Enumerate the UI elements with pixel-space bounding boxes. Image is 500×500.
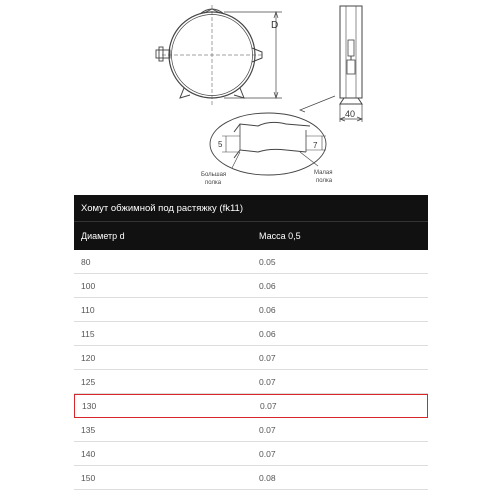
table-row[interactable] — [74, 394, 428, 418]
cell-diameter: 125 — [81, 376, 96, 387]
table-row[interactable] — [74, 250, 428, 274]
table-row[interactable] — [74, 370, 428, 394]
cell-mass: 0.08 — [259, 472, 276, 483]
spec-table — [74, 195, 428, 490]
cell-mass: 0.07 — [259, 376, 276, 387]
table-header — [74, 221, 428, 250]
cell-mass: 0.06 — [259, 280, 276, 291]
table-row[interactable] — [74, 346, 428, 370]
table-row[interactable] — [74, 274, 428, 298]
profile-detail — [210, 113, 326, 175]
label-small-flange-1: Малая — [314, 170, 333, 176]
table-row[interactable] — [74, 442, 428, 466]
cell-mass: 0.07 — [259, 352, 276, 363]
cell-mass: 0.07 — [260, 401, 277, 411]
cell-diameter: 135 — [81, 424, 96, 435]
cell-diameter: 110 — [81, 304, 95, 315]
table-title: Хомут обжимной под растяжку (fk11) — [74, 195, 428, 221]
dim-right-label: 7 — [313, 141, 318, 150]
cell-diameter: 80 — [81, 256, 91, 267]
label-big-flange-1: Большая — [201, 172, 227, 178]
cell-mass: 0.05 — [259, 256, 276, 267]
detail-pointer — [300, 96, 335, 112]
label-big-flange-2: полка — [205, 180, 222, 186]
cell-diameter: 115 — [81, 328, 95, 339]
technical-drawing — [0, 0, 500, 195]
cell-diameter: 120 — [81, 352, 96, 363]
column-header-mass: Масса 0,5 — [259, 231, 301, 241]
clamp-front-view — [156, 5, 262, 105]
cell-mass: 0.06 — [259, 304, 276, 315]
dim-d-label: D — [271, 20, 279, 31]
table-row[interactable] — [74, 298, 428, 322]
table-row[interactable] — [74, 322, 428, 346]
table-row[interactable] — [74, 418, 428, 442]
cell-mass: 0.06 — [259, 328, 276, 339]
column-header-diameter: Диаметр d — [81, 231, 125, 241]
cell-diameter: 130 — [82, 401, 97, 411]
cell-diameter: 150 — [81, 472, 96, 483]
label-small-flange-2: полка — [316, 178, 333, 184]
cell-diameter: 140 — [81, 448, 96, 459]
dim-width-label: 40 — [345, 109, 356, 119]
cell-mass: 0.07 — [259, 424, 276, 435]
table-row[interactable] — [74, 466, 428, 490]
table-body — [74, 250, 428, 490]
cell-diameter: 100 — [81, 280, 96, 291]
clamp-side-view — [340, 6, 362, 104]
dim-left-label: 5 — [218, 140, 223, 149]
cell-mass: 0.07 — [259, 448, 276, 459]
